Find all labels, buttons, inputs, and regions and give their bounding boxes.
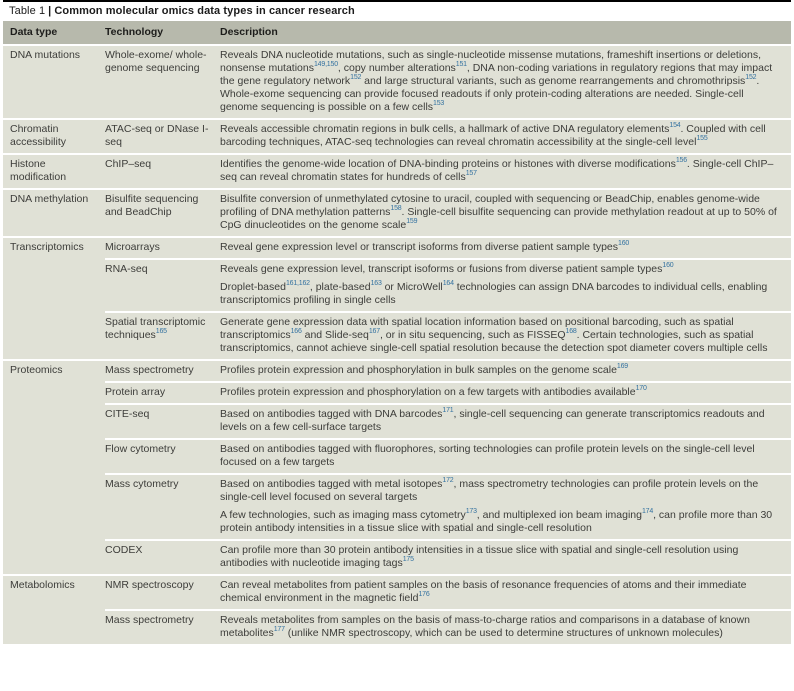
citation-reference[interactable]: 152 — [350, 74, 362, 81]
description-paragraph: Based on antibodies tagged with fluorophores, sorting technologies can profile protein levels on the single-cell level focused on a few targets — [220, 443, 755, 468]
table-group — [3, 576, 791, 644]
description-paragraph: Reveal gene expression level or transcript isoforms from diverse patient sample types$^{160}$ — [220, 240, 630, 253]
description-cell — [220, 539, 791, 574]
citation-reference[interactable]: 167 — [368, 328, 380, 335]
technology-cell: Whole-exome/ whole-genome sequencing — [105, 49, 207, 74]
description-paragraph: Bisulfite conversion of unmethylated cytosine to uracil, coupled with sequencing or BeadChip, enables genome-wide profiling of DNA methylation patterns$^{158}$. Single-cell bisulfite sequencing can provide methylation readout at up to 50% of CpG dinucleotides on the genome scale$^{159}$ — [220, 193, 777, 231]
citation-reference[interactable]: 176 — [418, 591, 430, 598]
citation-reference[interactable]: 157 — [465, 170, 477, 177]
table-group — [3, 155, 791, 188]
description-cell — [220, 311, 791, 359]
description-paragraph: Identifies the genome-wide location of DNA-binding proteins or histones with diverse modifications$^{156}$. Single-cell ChIP–seq can reveal chromatin states for hundreds of cells$^{157}$ — [220, 157, 774, 183]
description-paragraph: Reveals DNA nucleotide mutations, such as single-nucleotide missense mutations, frameshift insertions or deletions, nonsense mutations$^{149,150}$, copy number alterations$^{151}$, DNA non-coding variations in regulatory regions that may impact the gene regulatory network$^{152}$ and large structural variants, such as genome rearrangements and chromothripsis$^{152}$. Whole-exome sequencing can provide focused readouts if only protein-coding alterations are needed. Single-cell genome sequencing is possible on a few cells$^{153}$ — [220, 49, 773, 113]
citation-reference[interactable]: 152 — [745, 74, 757, 81]
technology-cell: Spatial transcriptomic techniques$^{165}$ — [105, 311, 220, 359]
technology-cell: Protein array — [105, 381, 220, 403]
column-header-technology: Technology — [105, 26, 164, 38]
technology-cell: NMR spectroscopy — [105, 579, 194, 591]
citation-reference[interactable]: 159 — [406, 218, 418, 225]
citation-reference[interactable]: 154 — [669, 122, 681, 129]
technology-cell: Microarrays — [105, 241, 160, 253]
data-type-cell: Transcriptomics — [10, 241, 84, 253]
citation-reference[interactable]: 160 — [618, 240, 630, 247]
technology-cell: ChIP–seq — [105, 158, 152, 170]
data-type-cell: Metabolomics — [10, 579, 75, 591]
description-paragraph: Generate gene expression data with spatial location information based on positional barcoding, such as spatial transcriptomics$^{166}$ and Slide-seq$^{167}$, or in situ sequencing, such as FISSEQ$^{168}$. Certain technologies, such as spatial transcriptomics, cannot achieve single-cell spatial resolution because the detection spot diameter covers multiple cells — [220, 316, 768, 354]
description-cell — [220, 576, 791, 609]
table-group — [3, 190, 791, 236]
citation-reference[interactable]: 170 — [635, 385, 647, 392]
table-group — [3, 120, 791, 153]
technology-cell: CODEX — [105, 539, 220, 574]
description-cell — [220, 46, 791, 118]
citation-reference[interactable]: 161,162 — [285, 280, 310, 287]
description-paragraph: Can profile more than 30 protein antibody intensities in a tissue slice with spatial and single-cell resolution using antibodies with nucleotide imaging tags$^{175}$ — [220, 544, 739, 569]
description-cell — [220, 238, 791, 258]
description-paragraph: Profiles protein expression and phosphorylation on a few targets with antibodies available$^{170}$ — [220, 385, 647, 398]
citation-reference[interactable]: 165 — [155, 328, 167, 335]
citation-reference[interactable]: 151 — [455, 61, 467, 68]
citation-reference[interactable]: 177 — [273, 626, 285, 633]
description-cell — [220, 155, 791, 188]
citation-reference[interactable]: 160 — [662, 262, 674, 269]
citation-reference[interactable]: 171 — [442, 407, 454, 414]
technology-cell: ATAC-seq or DNase I-seq — [105, 123, 209, 148]
description-cell — [220, 609, 791, 644]
technology-cell: RNA-seq — [105, 258, 220, 311]
technology-cell: Bisulfite sequencing and BeadChip — [105, 193, 199, 218]
title-divider: | — [48, 5, 52, 17]
column-header-description: Description — [220, 26, 278, 38]
description-cell — [220, 438, 791, 473]
description-paragraph: Profiles protein expression and phosphorylation in bulk samples on the genome scale$^{169}$ — [220, 363, 628, 376]
data-type-cell: Histone modification — [10, 158, 67, 183]
technology-cell: CITE-seq — [105, 403, 220, 438]
table-header-row — [3, 21, 791, 44]
description-cell — [220, 361, 791, 381]
citation-reference[interactable]: 163 — [370, 280, 382, 287]
data-type-cell: DNA methylation — [10, 193, 89, 205]
description-paragraph: Reveals metabolites from samples on the basis of mass-to-charge ratios and comparisons in a database of known metabolites$^{177}$ (unlike NMR spectroscopy, which can be used to determine structures of unknown molecules) — [220, 614, 750, 639]
description-cell — [220, 190, 791, 236]
column-header-data-type: Data type — [10, 26, 58, 38]
technology-cell: Mass spectrometry — [105, 609, 220, 644]
data-type-cell: Proteomics — [10, 364, 63, 376]
citation-reference[interactable]: 158 — [390, 205, 402, 212]
citation-reference[interactable]: 166 — [290, 328, 302, 335]
description-cell — [220, 381, 791, 403]
citation-reference[interactable]: 156 — [675, 157, 687, 164]
citation-reference[interactable]: 155 — [696, 135, 708, 142]
description-cell — [220, 120, 791, 153]
description-paragraph: Based on antibodies tagged with DNA barcodes$^{171}$, single-cell sequencing can generate transcriptomics readouts and levels on a few cell-surface targets — [220, 407, 765, 433]
description-paragraph: Can reveal metabolites from patient samples on the basis of resonance frequencies of atoms and their immediate chemical environment in the magnetic field$^{176}$ — [220, 579, 747, 604]
description-paragraph: Droplet-based$^{161,162}$, plate-based$^{163}$ or MicroWell$^{164}$ technologies can assign DNA barcodes to individual cells, enabling transcriptomics profiling in single cells — [220, 280, 768, 306]
data-type-cell: Chromatin accessibility — [10, 123, 67, 148]
description-paragraph: Reveals accessible chromatin regions in bulk cells, a hallmark of active DNA regulatory elements$^{154}$. Coupled with cell barcoding techniques, ATAC-seq technologies can reveal chromatin accessibility at the single-cell level$^{155}$ — [220, 122, 766, 148]
table-title-text: Common molecular omics data types in cancer research — [54, 5, 355, 17]
table-group — [3, 46, 791, 118]
citation-reference[interactable]: 172 — [442, 477, 454, 484]
citation-reference[interactable]: 168 — [565, 328, 577, 335]
description-cell — [220, 403, 791, 438]
description-cell — [220, 258, 791, 311]
technology-cell: Mass spectrometry — [105, 364, 194, 376]
citation-reference[interactable]: 164 — [442, 280, 454, 287]
citation-reference[interactable]: 149,150 — [313, 61, 338, 68]
citation-reference[interactable]: 169 — [616, 363, 628, 370]
description-cell — [220, 473, 791, 539]
table-group — [3, 238, 791, 359]
technology-cell: Flow cytometry — [105, 438, 220, 473]
table-title — [3, 2, 791, 21]
citation-reference[interactable]: 173 — [465, 508, 477, 515]
citation-reference[interactable]: 174 — [641, 508, 654, 515]
description-paragraph: A few technologies, such as imaging mass cytometry$^{173}$, and multiplexed ion beam imaging$^{174}$, can profile more than 30 protein antibody intensities in a tissue slice with spatial and single-cell resolution — [220, 508, 773, 534]
technology-cell: Mass cytometry — [105, 473, 220, 539]
data-type-cell: DNA mutations — [10, 49, 81, 61]
description-paragraph: Reveals gene expression level, transcript isoforms or fusions from diverse patient sample types$^{160}$ — [220, 262, 674, 275]
table-number-label: Table 1 — [9, 5, 46, 17]
citation-reference[interactable]: 153 — [433, 100, 445, 107]
omics-table — [3, 0, 791, 646]
description-paragraph: Based on antibodies tagged with metal isotopes$^{172}$, mass spectrometry technologies can profile protein levels on the single-cell level focused on several targets — [220, 477, 759, 503]
citation-reference[interactable]: 175 — [402, 556, 414, 563]
table-group — [3, 361, 791, 574]
table-body — [3, 46, 791, 644]
